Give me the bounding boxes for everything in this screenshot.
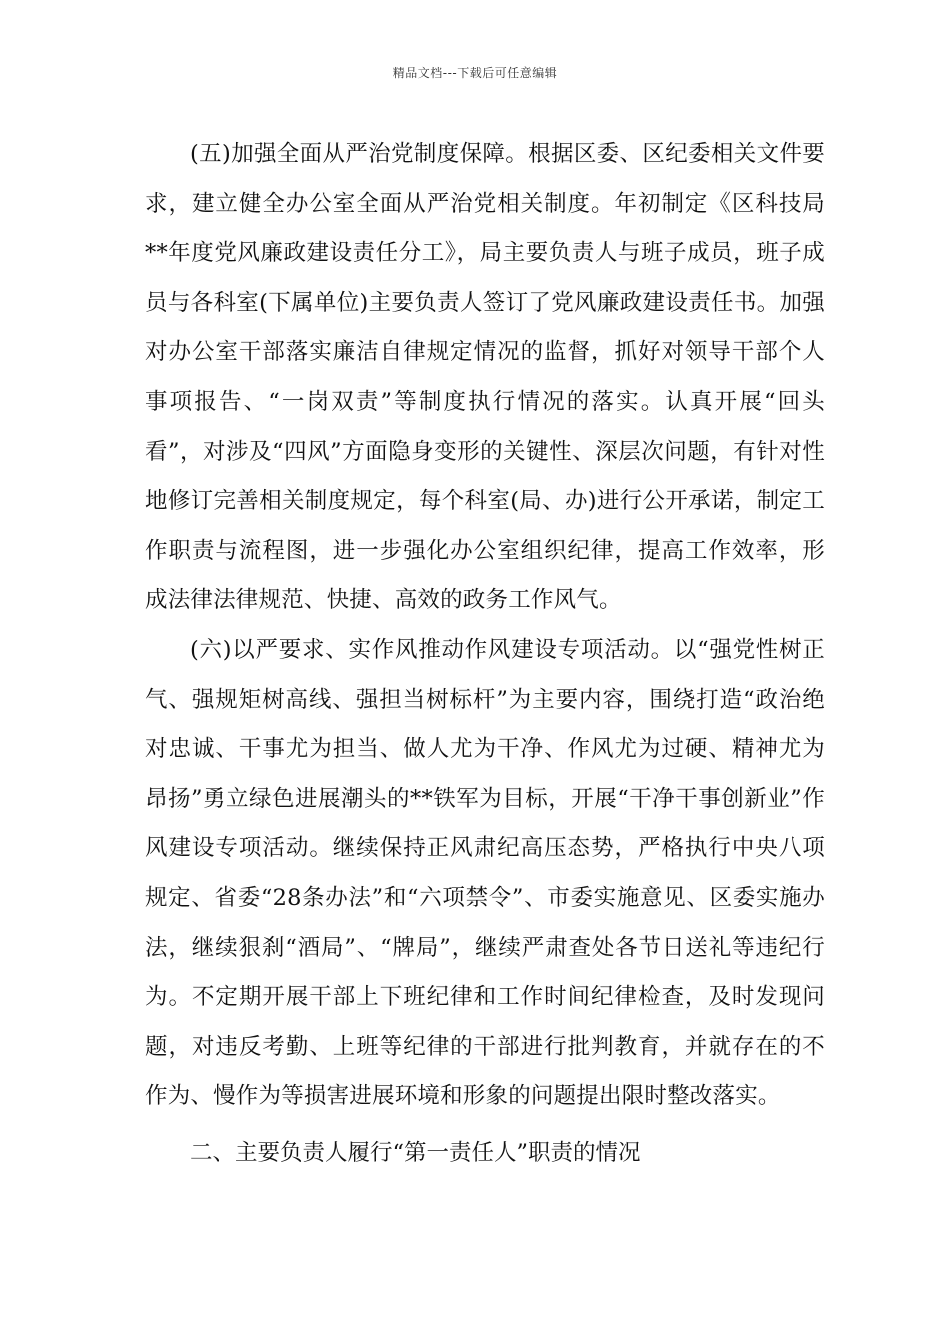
paragraph-6: (六)以严要求、实作风推动作风建设专项活动。以“强党性树正气、强规矩树高线、强担当树标杆”为主要内容，围绕打造“政治绝对忠诚、干事尤为担当、做人尤为干净、作风尤为过硬、精神尤为昂扬”勇立绿色进展潮头的**铁军为目标，开展“干净干事创新业”作风建设专项活动。继续保持正风肃纪高压态势，严格执行中央八项规定、省委“28条办法”和“六项禁令”、市委实施意见、区委实施办法，继续狠刹“酒局”、“牌局”，继续严肃查处各节日送礼等违纪行为。不定期开展干部上下班纪律和工作时间纪律检查，及时发现问题，对违反考勤、上班等纪律的干部进行批判教育，并就存在的不作为、慢作为等损害进展环境和形象的问题提出限时整改落实。 bbox=[145, 636, 825, 1110]
document-body bbox=[145, 130, 825, 1178]
page-header: 精品文档---下载后可任意编辑 bbox=[392, 66, 558, 80]
section-heading: 二、主要负责人履行“第一责任人”职责的情况 bbox=[190, 1139, 641, 1166]
paragraph-5: (五)加强全面从严治党制度保障。根据区委、区纪委相关文件要求，建立健全办公室全面从严治党相关制度。年初制定《区科技局**年度党风廉政建设责任分工》，局主要负责人与班子成员，班子成员与各科室(下属单位)主要负责人签订了党风廉政建设责任书。加强对办公室干部落实廉洁自律规定情况的监督，抓好对领导干部个人事项报告、“一岗双责”等制度执行情况的落实。认真开展“回头看”，对涉及“四风”方面隐身变形的关键性、深层次问题，有针对性地修订完善相关制度规定，每个科室(局、办)进行公开承诺，制定工作职责与流程图，进一步强化办公室组织纪律，提高工作效率，形成法律法律规范、快捷、高效的政务工作风气。 bbox=[145, 141, 825, 614]
